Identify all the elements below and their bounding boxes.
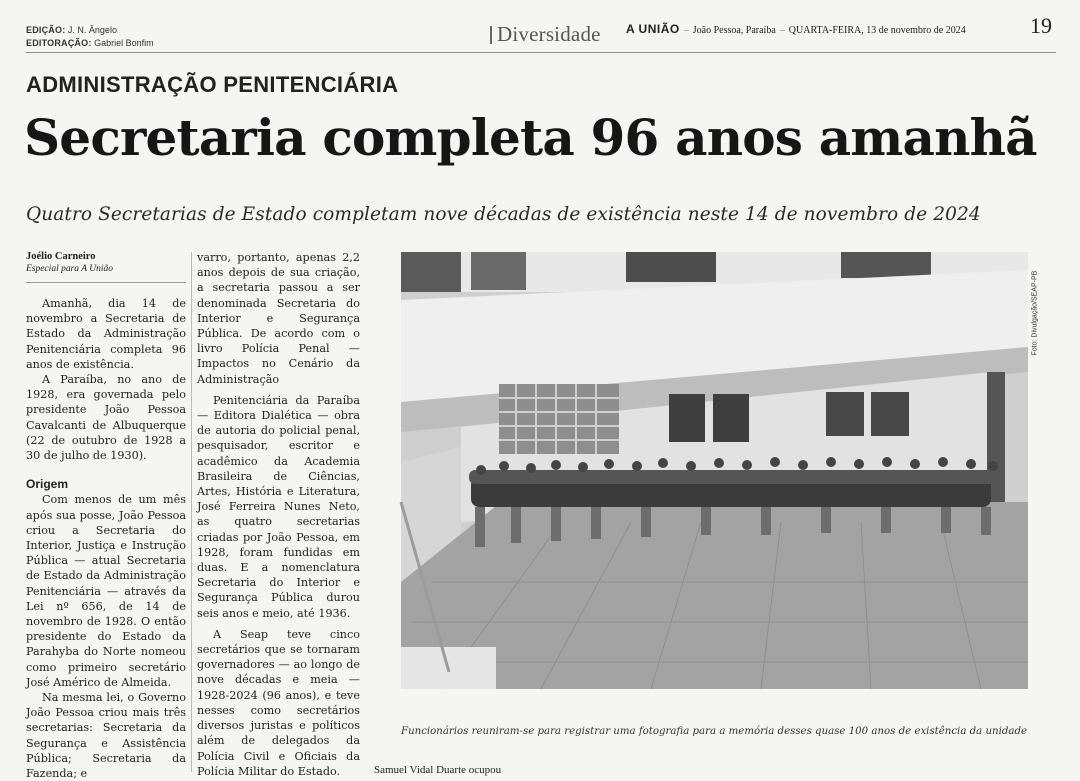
paragraph: A Paraíba, no ano de 1928, era governada pelo presidente João Pessoa Cavalcanti de Albuquerque (22 de outubro de 1928 a 30 de julho de 1930). [26, 373, 186, 463]
next-story-snippet: Samuel Vidal Duarte ocupou [374, 764, 502, 776]
deck: Quatro Secretarias de Estado completam nove décadas de existência neste 14 de novembro de 2024 [26, 204, 981, 225]
author-note: Especial para A União [26, 264, 113, 274]
column-rule [191, 252, 192, 772]
photo-caption: Funcionários reuniram-se para registrar uma fotografia para a memória desses quase 100 anos de existência da unidade [401, 726, 1027, 737]
paragraph: A Seap teve cinco secretários que se tornaram governadores — ao longo de nove décadas e meia — 1928-2024 (96 anos), e teve nesses como secretários diversos juristas e políticos além de delegados da Polícia Civil e Oficiais da Polícia Militar do Estado. [197, 627, 360, 778]
paragraph: Penitenciária da Paraíba — Editora Dialética — obra de autoria do policial penal, pesquisador, escritor e acadêmico da Academia Brasileira de Ciências, Artes, História e Literatura, José Ferreira Nunes Neto, as quatro secretarias criadas por João Pessoa, em 1928, foram fundidas em duas. E a nomenclatura Secretaria do Interior e Segurança Pública durou seis anos e meio, até 1936. [197, 393, 360, 620]
subhead: Origem [26, 477, 69, 492]
paper-name: A UNIÃO [626, 22, 680, 36]
article-column-1 [26, 250, 186, 781]
photo-credit [1029, 262, 1041, 358]
edition-label: EDIÇÃO: [26, 25, 66, 35]
edition-name: J. N. Ângelo [67, 25, 117, 35]
paragraph: varro, portanto, apenas 2,2 anos depois de sua criação, a secretaria passou a ser denominada Secretaria do Interior e Segurança Pública. De acordo com o livro Polícia Penal — Impactos no Cenário da Administração [197, 251, 360, 386]
byline-rule [26, 282, 186, 283]
editing-name: Gabriel Bonfim [94, 38, 154, 48]
kicker: ADMINISTRAÇÃO PENITENCIÁRIA [26, 72, 399, 97]
article-column-2 [197, 250, 360, 779]
paragraph: Na mesma lei, o Governo João Pessoa criou mais três secretarias: Secretaria da Segurança e Assistência Pública; Secretaria da Fazenda; e [26, 691, 186, 781]
masthead-rule [26, 52, 1056, 53]
masthead-dateline: A UNIÃO – João Pessoa, Paraíba – QUARTA-FEIRA, 13 de novembro de 2024 [626, 22, 966, 36]
city: João Pessoa, Paraíba [692, 25, 776, 36]
masthead-credits [26, 24, 154, 50]
group-photo [401, 252, 1028, 689]
group-photo-illustration [401, 252, 1028, 689]
photo-credit-text: Foto: Divulgação/SEAP-PB [1031, 270, 1039, 356]
masthead [0, 0, 1080, 56]
issue-date: QUARTA-FEIRA, 13 de novembro de 2024 [788, 25, 966, 36]
section-name: Diversidade [497, 22, 601, 46]
author-name: Joélio Carneiro [26, 251, 96, 262]
paragraph: Amanhã, dia 14 de novembro a Secretaria de Estado da Administração Penitenciária completa 96 anos de existência. [26, 297, 186, 371]
page-number: 19 [1030, 13, 1052, 38]
headline: Secretaria completa 96 anos amanhã [24, 108, 1037, 167]
paragraph: Com menos de um mês após sua posse, João Pessoa criou a Secretaria do Interior, Justiça e Instrução Pública — atual Secretaria de Estado da Administração Penitenciária — através da Lei nº 656, de 14 de novembro de 1928. O então presidente do Estado da Parahyba do Norte nomeou como primeiro secretário José Américo de Almeida. [26, 493, 186, 689]
editing-label: EDITORAÇÃO: [26, 38, 92, 48]
masthead-separator [490, 26, 492, 44]
